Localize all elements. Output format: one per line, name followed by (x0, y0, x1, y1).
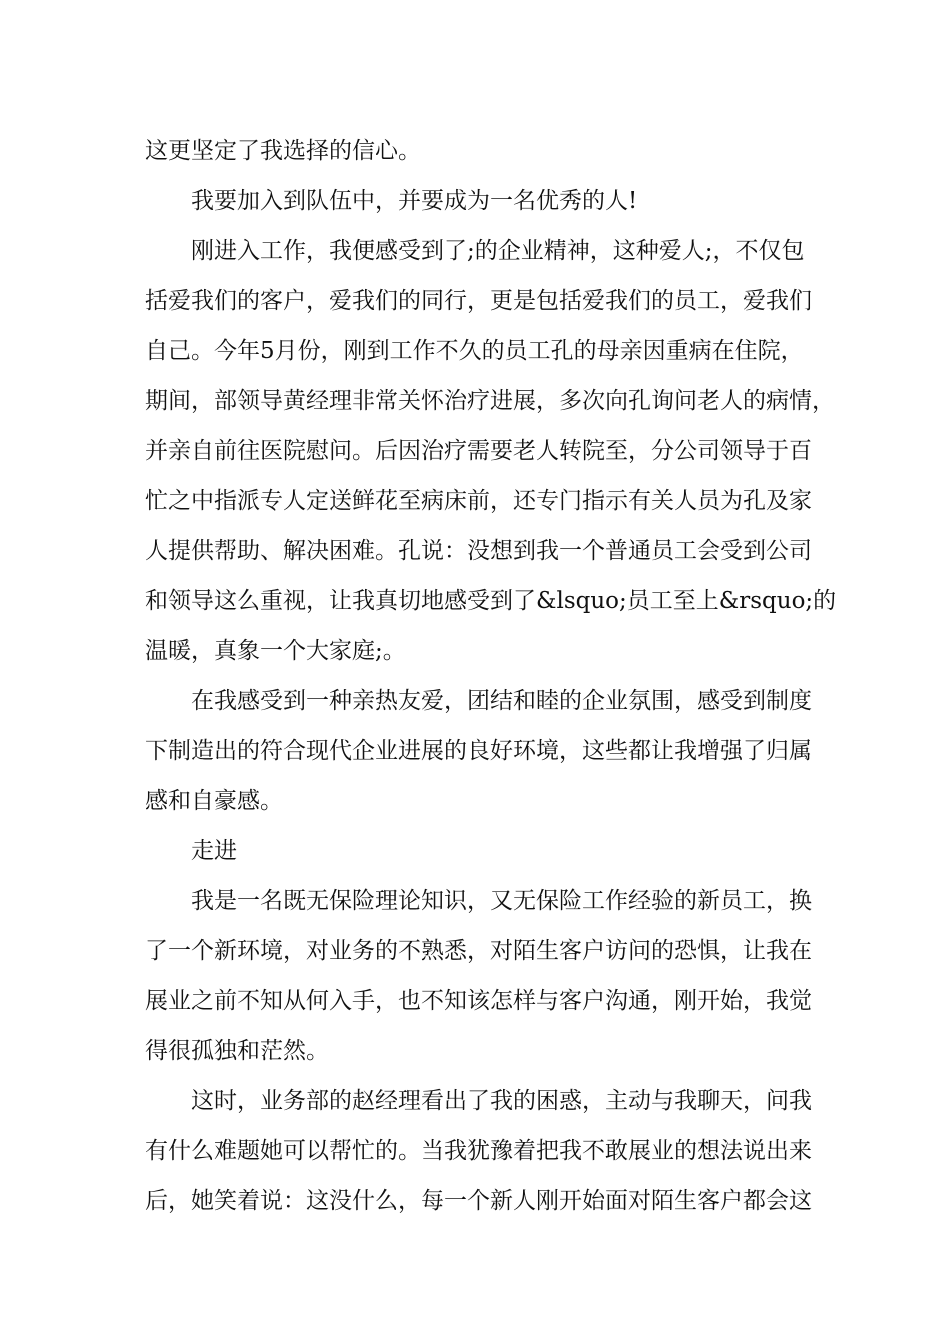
document-body (145, 126, 837, 1226)
text-line: 刚进入工作，我便感受到了;的企业精神，这种爱人;，不仅包 (191, 238, 805, 264)
text-line: 后，她笑着说：这没什么，每一个新人刚开始面对陌生客户都会这 (145, 1188, 812, 1214)
text-line: 下制造出的符合现代企业进展的良好环境，这些都让我增强了归属 (145, 738, 812, 764)
text-line: 我是一名既无保险理论知识，又无保险工作经验的新员工，换 (191, 888, 812, 914)
text-line: 在我感受到一种亲热友爱，团结和睦的企业氛围，感受到制度 (191, 688, 812, 714)
text-line: 感和自豪感。 (145, 788, 283, 814)
text-line: 括爱我们的客户，爱我们的同行，更是包括爱我们的员工，爱我们 (145, 288, 812, 314)
text-line: 期间，部领导黄经理非常关怀治疗进展，多次向孔询问老人的病情， (145, 388, 835, 414)
text-line: 有什么难题她可以帮忙的。当我犹豫着把我不敢展业的想法说出来 (145, 1138, 812, 1164)
text-line: 忙之中指派专人定送鲜花至病床前，还专门指示有关人员为孔及家 (145, 488, 812, 514)
text-line: 这时，业务部的赵经理看出了我的困惑，主动与我聊天，问我 (191, 1088, 812, 1114)
text-line: 这更坚定了我选择的信心。 (145, 138, 421, 164)
text-line: 人提供帮助、解决困难。孔说：没想到我一个普通员工会受到公司 (145, 538, 812, 564)
text-line: 和领导这么重视，让我真切地感受到了&lsquo;员工至上&rsquo;的 (145, 588, 837, 614)
text-line: 展业之前不知从何入手，也不知该怎样与客户沟通，刚开始，我觉 (145, 988, 812, 1014)
text-line: 了一个新环境，对业务的不熟悉，对陌生客户访问的恐惧，让我在 (145, 938, 812, 964)
text-line: 得很孤独和茫然。 (145, 1038, 329, 1064)
text-line: 自己。今年5月份，刚到工作不久的员工孔的母亲因重病在住院， (145, 338, 804, 364)
text-line: 我要加入到队伍中，并要成为一名优秀的人! (191, 188, 638, 214)
text-line: 温暖，真象一个大家庭;。 (145, 638, 406, 664)
section-heading: 走进 (191, 838, 237, 864)
text-line: 并亲自前往医院慰问。后因治疗需要老人转院至，分公司领导于百 (145, 438, 812, 464)
